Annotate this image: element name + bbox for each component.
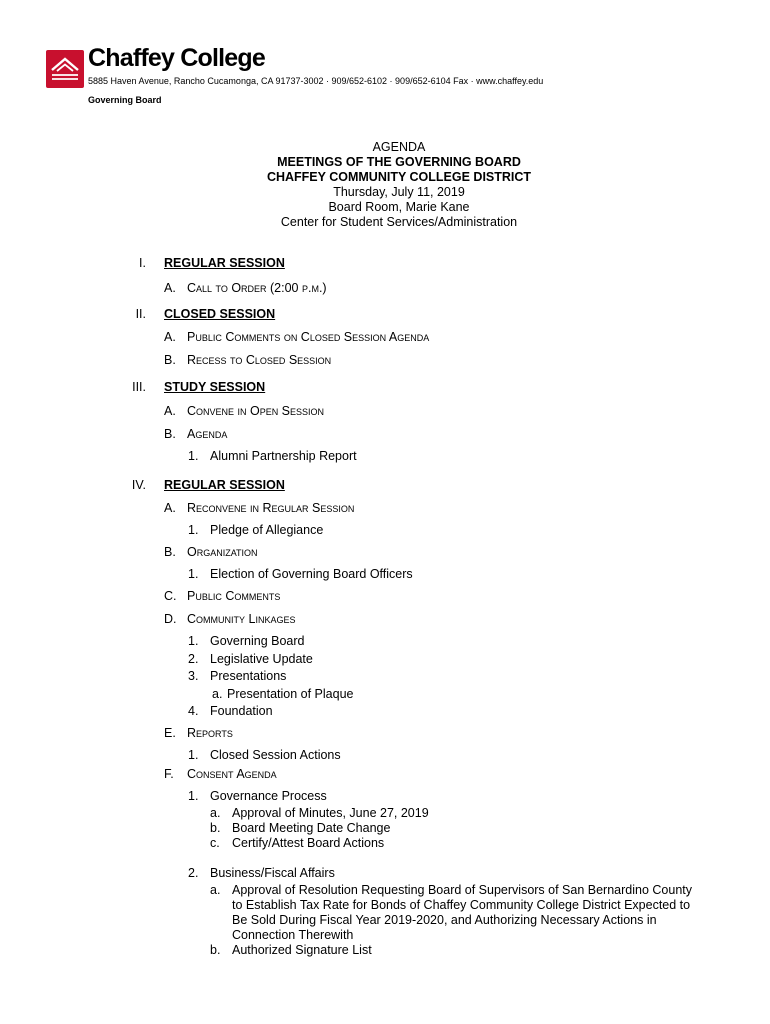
governing-board-label: Governing Board xyxy=(88,95,162,105)
item-letter: B. xyxy=(164,353,176,367)
item-letter: D. xyxy=(164,612,177,626)
item-letter: F. xyxy=(164,767,174,781)
section-number: II. xyxy=(135,307,146,321)
section-title: CLOSED SESSION xyxy=(164,307,276,321)
agenda-item: Consent Agenda xyxy=(187,767,277,781)
subitem: Presentations xyxy=(210,669,287,683)
item-letter: B. xyxy=(164,545,176,559)
section-number: IV. xyxy=(131,478,146,492)
section-title: REGULAR SESSION xyxy=(164,478,285,492)
subitem-number: 1. xyxy=(188,523,199,537)
section-number: III. xyxy=(132,380,146,394)
agenda-item: Public Comments xyxy=(187,589,281,603)
section-number: I. xyxy=(139,256,146,270)
subitem-number: 1. xyxy=(188,449,199,463)
district-name: CHAFFEY COMMUNITY COLLEGE DISTRICT xyxy=(266,170,532,184)
college-name: Chaffey College xyxy=(88,44,265,72)
subsubitem: Certify/Attest Board Actions xyxy=(232,836,385,850)
subitem-number: 2. xyxy=(188,866,199,880)
meeting-title: MEETINGS OF THE GOVERNING BOARD xyxy=(277,155,521,169)
college-logo xyxy=(46,50,84,88)
subsubitem: Approval of Resolution Requesting Board of Supervisors of San Bernardino County to Establish Tax Rate for Bonds of Chaffey Community College District Expected to Be Sold During Fiscal Year 2019-2020, and Authorizing Necessary Actions in Connection Therewith xyxy=(232,883,692,942)
item-letter: A. xyxy=(164,404,176,418)
subitem-number: 2. xyxy=(188,652,199,666)
subsubitem-letter: b. xyxy=(210,943,221,957)
subsubitem-letter: a. xyxy=(210,883,221,897)
subitem-number: 1. xyxy=(188,789,199,803)
subitem: Alumni Partnership Report xyxy=(210,449,357,463)
section-title: STUDY SESSION xyxy=(164,380,266,394)
subitem-number: 1. xyxy=(188,567,199,581)
subitem: Legislative Update xyxy=(210,652,313,666)
section-title: REGULAR SESSION xyxy=(164,256,285,270)
agenda-title: AGENDA xyxy=(372,140,426,154)
subitem-number: 4. xyxy=(188,704,199,718)
subsubitem: Authorized Signature List xyxy=(232,943,372,957)
meeting-date: Thursday, July 11, 2019 xyxy=(333,185,465,199)
item-letter: B. xyxy=(164,427,176,441)
subitem: Governing Board xyxy=(210,634,305,648)
agenda-item: Reports xyxy=(187,726,233,740)
agenda-item: Reconvene in Regular Session xyxy=(187,501,355,515)
meeting-room: Board Room, Marie Kane xyxy=(328,200,470,214)
subitem: Pledge of Allegiance xyxy=(210,523,324,537)
item-letter: A. xyxy=(164,501,176,515)
subsubitem-letter: c. xyxy=(210,836,220,850)
subsubitem-letter: a. xyxy=(210,806,221,820)
agenda-item: Public Comments on Closed Session Agenda xyxy=(187,330,430,344)
subsubitem-letter: b. xyxy=(210,821,221,835)
agenda-item: Recess to Closed Session xyxy=(187,353,332,367)
subsubitem: Presentation of Plaque xyxy=(227,687,354,701)
subitem: Election of Governing Board Officers xyxy=(210,567,413,581)
subitem: Business/Fiscal Affairs xyxy=(210,866,335,880)
subitem-number: 1. xyxy=(188,748,199,762)
subitem: Governance Process xyxy=(210,789,327,803)
item-letter: A. xyxy=(164,281,176,295)
subsubitem: Board Meeting Date Change xyxy=(232,821,391,835)
item-letter: A. xyxy=(164,330,176,344)
call-to-order-item: Call to Order (2:00 p.m.) xyxy=(187,281,327,295)
subitem: Foundation xyxy=(210,704,273,718)
chaffey-house-logo-icon xyxy=(46,50,84,88)
meeting-building: Center for Student Services/Administration xyxy=(280,215,518,229)
item-letter: E. xyxy=(164,726,176,740)
subsubitem-letter: a. xyxy=(212,687,223,701)
item-letter: C. xyxy=(164,589,177,603)
subitem-number: 3. xyxy=(188,669,199,683)
subsubitem: Approval of Minutes, June 27, 2019 xyxy=(232,806,429,820)
agenda-item: Organization xyxy=(187,545,258,559)
subitem-number: 1. xyxy=(188,634,199,648)
agenda-item: Agenda xyxy=(187,427,228,441)
college-address: 5885 Haven Avenue, Rancho Cucamonga, CA 91737-3002 · 909/652-6102 · 909/652-6104 Fax · www.chaffey.edu xyxy=(88,76,544,86)
agenda-item: Convene in Open Session xyxy=(187,404,325,418)
subitem: Closed Session Actions xyxy=(210,748,341,762)
agenda-item: Community Linkages xyxy=(187,612,296,626)
